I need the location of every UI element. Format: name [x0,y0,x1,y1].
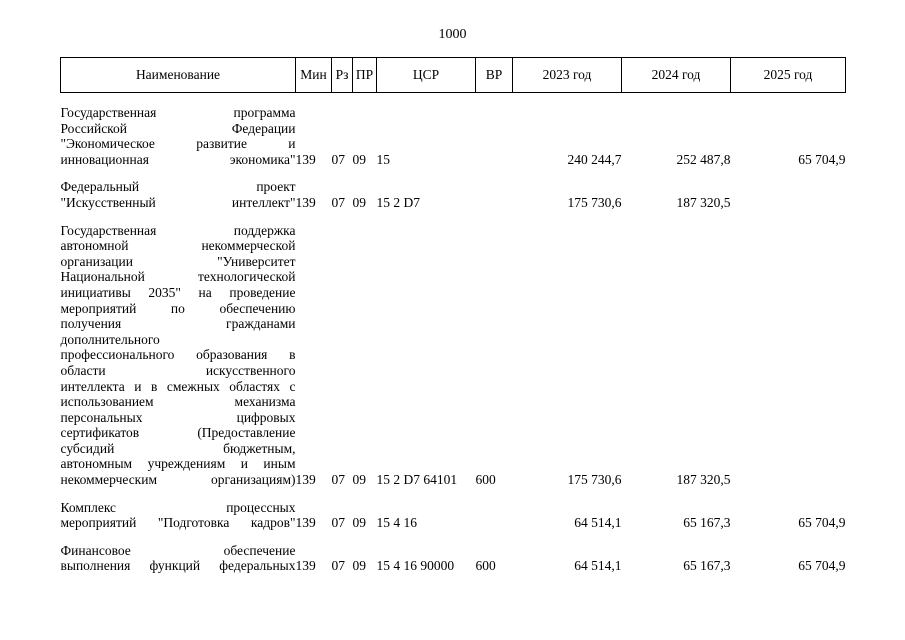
table-row [61,105,846,167]
name-line: получения гражданами [60,316,296,332]
cell-rz: 07 [331,151,345,167]
cell-pr: 09 [352,194,366,210]
cell-2025 [731,179,846,210]
cell-vr [476,105,513,167]
cell-csr: 15 2 D7 64101 [376,472,458,488]
page-number: 1000 [438,27,467,42]
cell-rz: 07 [331,515,345,531]
table-body [61,93,846,575]
cell-2025: 65 704,9 [798,558,846,574]
spacer-cell [61,93,846,106]
cell-pr: 09 [352,472,366,488]
spacer-cell [61,488,846,500]
cell-2023: 240 244,7 [567,151,622,167]
cell-vr: 600 [475,472,496,488]
name-line: персональных цифровых [60,409,296,425]
header-2025: 2025 год [731,58,846,93]
cell-rz: 07 [331,558,345,574]
cell-pr: 09 [352,151,366,167]
row-spacer [61,167,846,179]
header-pr: ПР [353,58,377,93]
cell-min: 139 [295,558,316,574]
cell-min: 139 [295,194,316,210]
name-line: мероприятий "Подготовка кадров" [60,515,296,531]
name-line: организации "Университет [60,253,296,269]
cell-2024: 65 167,3 [683,558,731,574]
cell-2023: 64 514,1 [574,558,622,574]
row-spacer [61,488,846,500]
name-line: "Экономическое развитие и [60,136,296,152]
header-row [61,58,846,93]
cell-name [61,223,296,488]
name-line: инновационная экономика" [60,151,296,167]
name-line: "Искусственный интеллект" [60,194,296,210]
cell-name [61,179,296,210]
name-line: Комплекс процессных [60,499,296,515]
cell-min: 139 [295,472,316,488]
cell-rz: 07 [331,472,345,488]
name-line: выполнения функций федеральных [60,558,296,574]
cell-csr: 15 4 16 90000 [376,558,455,574]
name-line: автономным учреждениям и иным [60,456,296,472]
name-line: инициативы 2035" на проведение [60,284,296,300]
name-line: Национальной технологической [60,269,296,285]
header-csr: ЦСР [377,58,476,93]
table-row [61,179,846,210]
budget-table [60,57,846,574]
name-line: Государственная программа [60,105,296,120]
cell-2024: 252 487,8 [676,151,731,167]
cell-vr [476,500,513,531]
table-row [61,543,846,574]
name-line: мероприятий по обеспечению [60,300,296,316]
name-line: Государственная поддержка [60,222,296,238]
cell-pr: 09 [352,558,366,574]
spacer-cell [61,531,846,543]
cell-2024: 187 320,5 [676,194,731,210]
row-spacer [61,531,846,543]
header-2024: 2024 год [622,58,731,93]
cell-2023: 175 730,6 [567,194,622,210]
name-line: области искусственного [60,362,296,378]
cell-2023: 64 514,1 [574,515,622,531]
name-line: дополнительного [60,331,160,347]
spacer-cell [61,211,846,223]
cell-name [61,543,296,574]
cell-vr [476,179,513,210]
cell-csr: 15 [376,151,390,167]
cell-2024: 187 320,5 [676,472,731,488]
table-row [61,223,846,488]
header-rz: Рз [332,58,353,93]
cell-csr: 15 4 16 [376,515,417,531]
spacer-cell [61,167,846,179]
cell-min: 139 [295,151,316,167]
cell-2025: 65 704,9 [798,515,846,531]
name-line: автономной некоммерческой [60,238,296,254]
cell-name [61,105,296,167]
header-2023: 2023 год [513,58,622,93]
name-line: использованием механизма [60,394,296,410]
cell-name [61,500,296,531]
cell-rz: 07 [331,194,345,210]
name-line: сертификатов (Предоставление [60,425,296,441]
cell-pr: 09 [352,515,366,531]
cell-vr: 600 [475,558,496,574]
cell-min: 139 [295,515,316,531]
name-line: интеллекта и в смежных областях с [60,378,296,394]
name-line: Российской Федерации [60,120,296,136]
name-line: Федеральный проект [60,179,296,195]
cell-2023: 175 730,6 [567,472,622,488]
name-line: Финансовое обеспечение [60,542,296,558]
cell-2025: 65 704,9 [798,151,846,167]
cell-2024: 65 167,3 [683,515,731,531]
header-min: Мин [296,58,332,93]
header-vr: ВР [476,58,513,93]
cell-csr: 15 2 D7 [376,194,420,210]
name-line: некоммерческим организациям) [60,472,296,488]
header-name: Наименование [61,58,296,93]
table-row [61,500,846,531]
row-spacer [61,93,846,106]
cell-2025 [731,223,846,488]
row-spacer [61,211,846,223]
name-line: профессионального образования в [60,347,296,363]
name-line: субсидий бюджетным, [60,440,296,456]
